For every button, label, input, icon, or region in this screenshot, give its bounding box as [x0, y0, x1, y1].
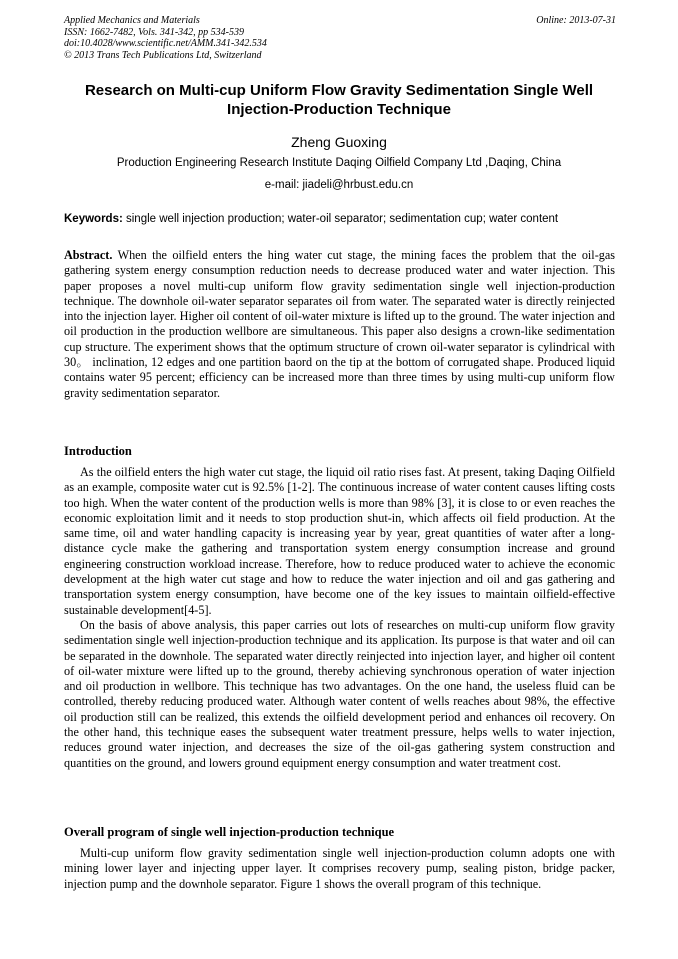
author-affiliation: Production Engineering Research Institute Daqing Oilfield Company Ltd ,Daqing, China [116, 157, 562, 169]
copyright-line: © 2013 Trans Tech Publications Ltd, Switzerland [64, 49, 262, 61]
title-line-1: Research on Multi-cup Uniform Flow Gravity Sedimentation Single Well [84, 82, 594, 99]
journal-header [64, 15, 616, 61]
issn-line: ISSN: 1662-7482, Vols. 341-342, pp 534-539 [64, 26, 244, 38]
paper-title [40, 81, 638, 119]
abstract-block [64, 248, 615, 401]
author-name: Zheng Guoxing [291, 134, 387, 150]
introduction-body [64, 465, 615, 771]
keywords-line [64, 212, 624, 226]
online-date: Online: 2013-07-31 [536, 15, 616, 26]
introduction-paragraph-2: On the basis of above analysis, this paper carries out lots of researches on multi-cup uniform flow gravity sedimentation single well injection-production technique and its application. Its purpose is that water and oil can be separated in the downhole. The separated water directly reinjected into injection layer, and higher oil content of oil-water mixture were lifted up to the ground, thereby achieving synchronous operation of water injection and oil production in wellbore. This technique has two advantages. On the one hand, the useless fluid can be controlled, thereby reducing produced water. Although water content of wells reaches about 98%, the effective oil production still can be realized, this extends the oilfield development period and enhances oil recovery. On the other hand, this technique eases the subsequent water treatment pressure, helps wells to water injection, reduces ground water injection, and decreases the size of the oil-gas gathering system construction and quantities on the ground, and lowers ground equipment energy consumption and water treatment cost. [64, 617, 615, 770]
title-line-2: Injection-Production Technique [227, 101, 451, 118]
author-email: e-mail: jiadeli@hrbust.edu.cn [264, 179, 414, 191]
overall-program-body [64, 846, 615, 892]
keywords-text: single well injection production; water-oil separator; sedimentation cup; water content [126, 213, 559, 225]
journal-name: Applied Mechanics and Materials [64, 15, 200, 26]
abstract-text: When the oilfield enters the hing water cut stage, the mining faces the problem that the oil-gas gathering system energy consumption reduction needs to decrease produced water and water injection. This paper proposes a novel multi-cup uniform flow gravity sedimentation single well injection-production technique. The downhole oil-water separator separates oil from water. The separated water is directly reinjected into the injection layer. Higher oil content of oil-water mixture is lifted up to the ground. The water injection and oil production in the production wellbore are simultaneous. This paper also designs a crown-like sedimentation cup structure. The experiment shows that the optimum structure of crown oil-water separator is cylindrical with 30。 inclination, 12 edges and one partition baord on the tip at the bottom of corrugated shape. Produced liquid contains water 95 percent; efficiency can be increased more than three times by using multi-cup uniform flow gravity sedimentation separator. [64, 248, 615, 400]
overall-program-paragraph-1: Multi-cup uniform flow gravity sedimentation single well injection-production column adopts one with mining lower layer and injecting upper layer. It comprises recovery pump, sealing piston, bridge packer, injection pump and the downhole separator. Figure 1 shows the overall program of this technique. [64, 846, 615, 891]
abstract-label: Abstract. [64, 248, 113, 262]
keywords-label: Keywords: [64, 213, 123, 225]
section-heading-introduction: Introduction [64, 444, 132, 458]
doi-line: doi:10.4028/www.scientific.net/AMM.341-342.534 [64, 38, 267, 49]
section-heading-overall-program: Overall program of single well injection-production technique [64, 825, 395, 839]
introduction-paragraph-1: As the oilfield enters the high water cut stage, the liquid oil ratio rises fast. At present, taking Daqing Oilfield as an example, composite water cut is 92.5% [1-2]. The continuous increase of water content causes lifting costs too high. When the water content of the production wells is more than 98% [3], it is close to or even reaches the economic exploitation limit and it needs to stop production shut-in, which affects oil field production. At the same time, oil and water handling capacity is increasing year by year, great quantities of water after a long-distance cycle make the gathering and transportation system energy consumption increase and ground engineering construction workload increase. Therefore, how to reduce produced water to achieve the economic development at the high water cut stage and how to reduce the water injection and oil and gas gathering and transportation system energy consumption, have become one of the key issues to maintain oilfield-effective sustainable development[4-5]. [64, 465, 615, 617]
